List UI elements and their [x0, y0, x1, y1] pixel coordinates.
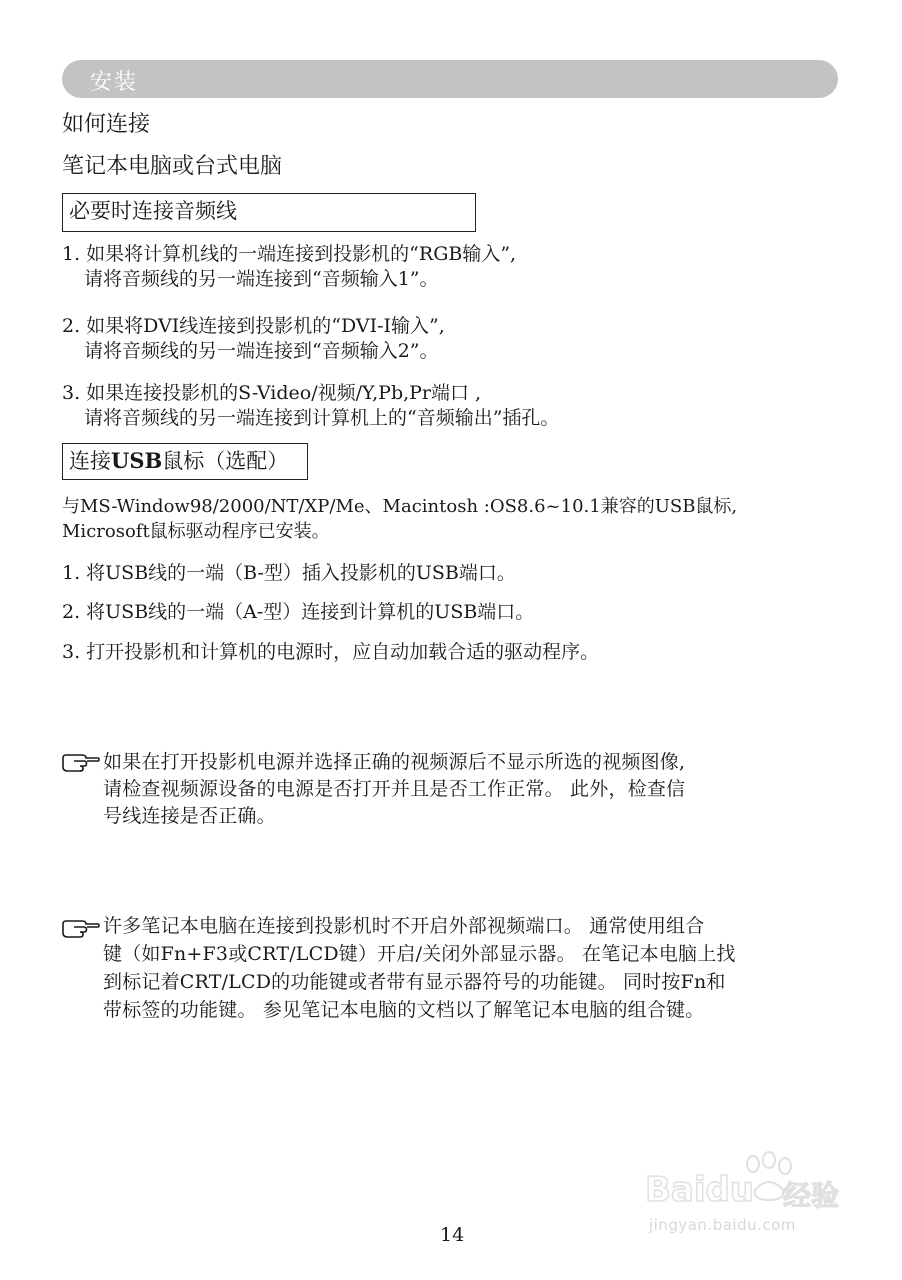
section-header-bar — [62, 60, 838, 98]
watermark-logo-cn: 经验 — [783, 1179, 840, 1212]
usb-title-prefix: 连接 — [69, 449, 111, 473]
audio-item-1-line2: 请将音频线的另一端连接到“音频输入1”。 — [84, 268, 439, 290]
heading-device: 笔记本电脑或台式电脑 — [62, 154, 283, 179]
note-2-line-4: 带标签的功能键。 参见笔记本电脑的文档以了解笔记本电脑的组合键。 — [103, 999, 705, 1021]
note-1-line-3: 号线连接是否正确。 — [103, 805, 276, 827]
usb-box-title — [62, 443, 308, 480]
pointing-hand-icon — [60, 918, 100, 944]
watermark-url: jingyan.baidu.com — [649, 1216, 796, 1234]
audio-item-3-line1: 3. 如果连接投影机的S-Video/视频/Y,Pb,Pr端口 , — [62, 382, 482, 404]
audio-item-2-line1: 2. 如果将DVI线连接到投影机的“DVI-I输入”, — [62, 315, 445, 337]
usb-step-2: 2. 将USB线的一端（A-型）连接到计算机的USB端口。 — [62, 601, 535, 623]
usb-intro-line2: Microsoft鼠标驱动程序已安装。 — [62, 521, 330, 542]
usb-title-suffix: 鼠标（选配） — [162, 449, 289, 473]
pointing-hand-icon — [60, 752, 100, 778]
usb-step-1: 1. 将USB线的一端（B-型）插入投影机的USB端口。 — [62, 562, 516, 584]
watermark-logo: Baidu — [645, 1170, 755, 1210]
audio-box-title: 必要时连接音频线 — [62, 193, 476, 232]
page-number: 14 — [440, 1224, 465, 1246]
note-2-line-3: 到标记着CRT/LCD的功能键或者带有显示器符号的功能键。 同时按Fn和 — [103, 971, 726, 993]
usb-title-bold: USB — [111, 448, 163, 473]
note-2-line-1: 许多笔记本电脑在连接到投影机时不开启外部视频端口。 通常使用组合 — [103, 915, 705, 937]
note-1-line-1: 如果在打开投影机电源并选择正确的视频源后不显示所选的视频图像, — [103, 751, 686, 773]
note-2-line-2: 键（如Fn+F3或CRT/LCD键）开启/关闭外部显示器。 在笔记本电脑上找 — [103, 943, 736, 965]
audio-item-3-line2: 请将音频线的另一端连接到计算机上的“音频输出”插孔。 — [84, 407, 560, 429]
usb-intro-line1: 与MS-Window98/2000/NT/XP/Me、Macintosh :OS8.6~10.1兼容的USB鼠标, — [62, 496, 738, 517]
baidu-watermark — [645, 1150, 855, 1240]
usb-step-3: 3. 打开投影机和计算机的电源时，应自动加载合适的驱动程序。 — [62, 641, 600, 663]
audio-item-1-line1: 1. 如果将计算机线的一端连接到投影机的“RGB输入”, — [62, 243, 517, 265]
audio-item-2-line2: 请将音频线的另一端连接到“音频输入2”。 — [84, 340, 439, 362]
heading-how-to-connect: 如何连接 — [62, 112, 151, 137]
section-title: 安装 — [90, 70, 139, 95]
note-1-line-2: 请检查视频源设备的电源是否打开并且是否工作正常。 此外，检查信 — [103, 778, 686, 800]
